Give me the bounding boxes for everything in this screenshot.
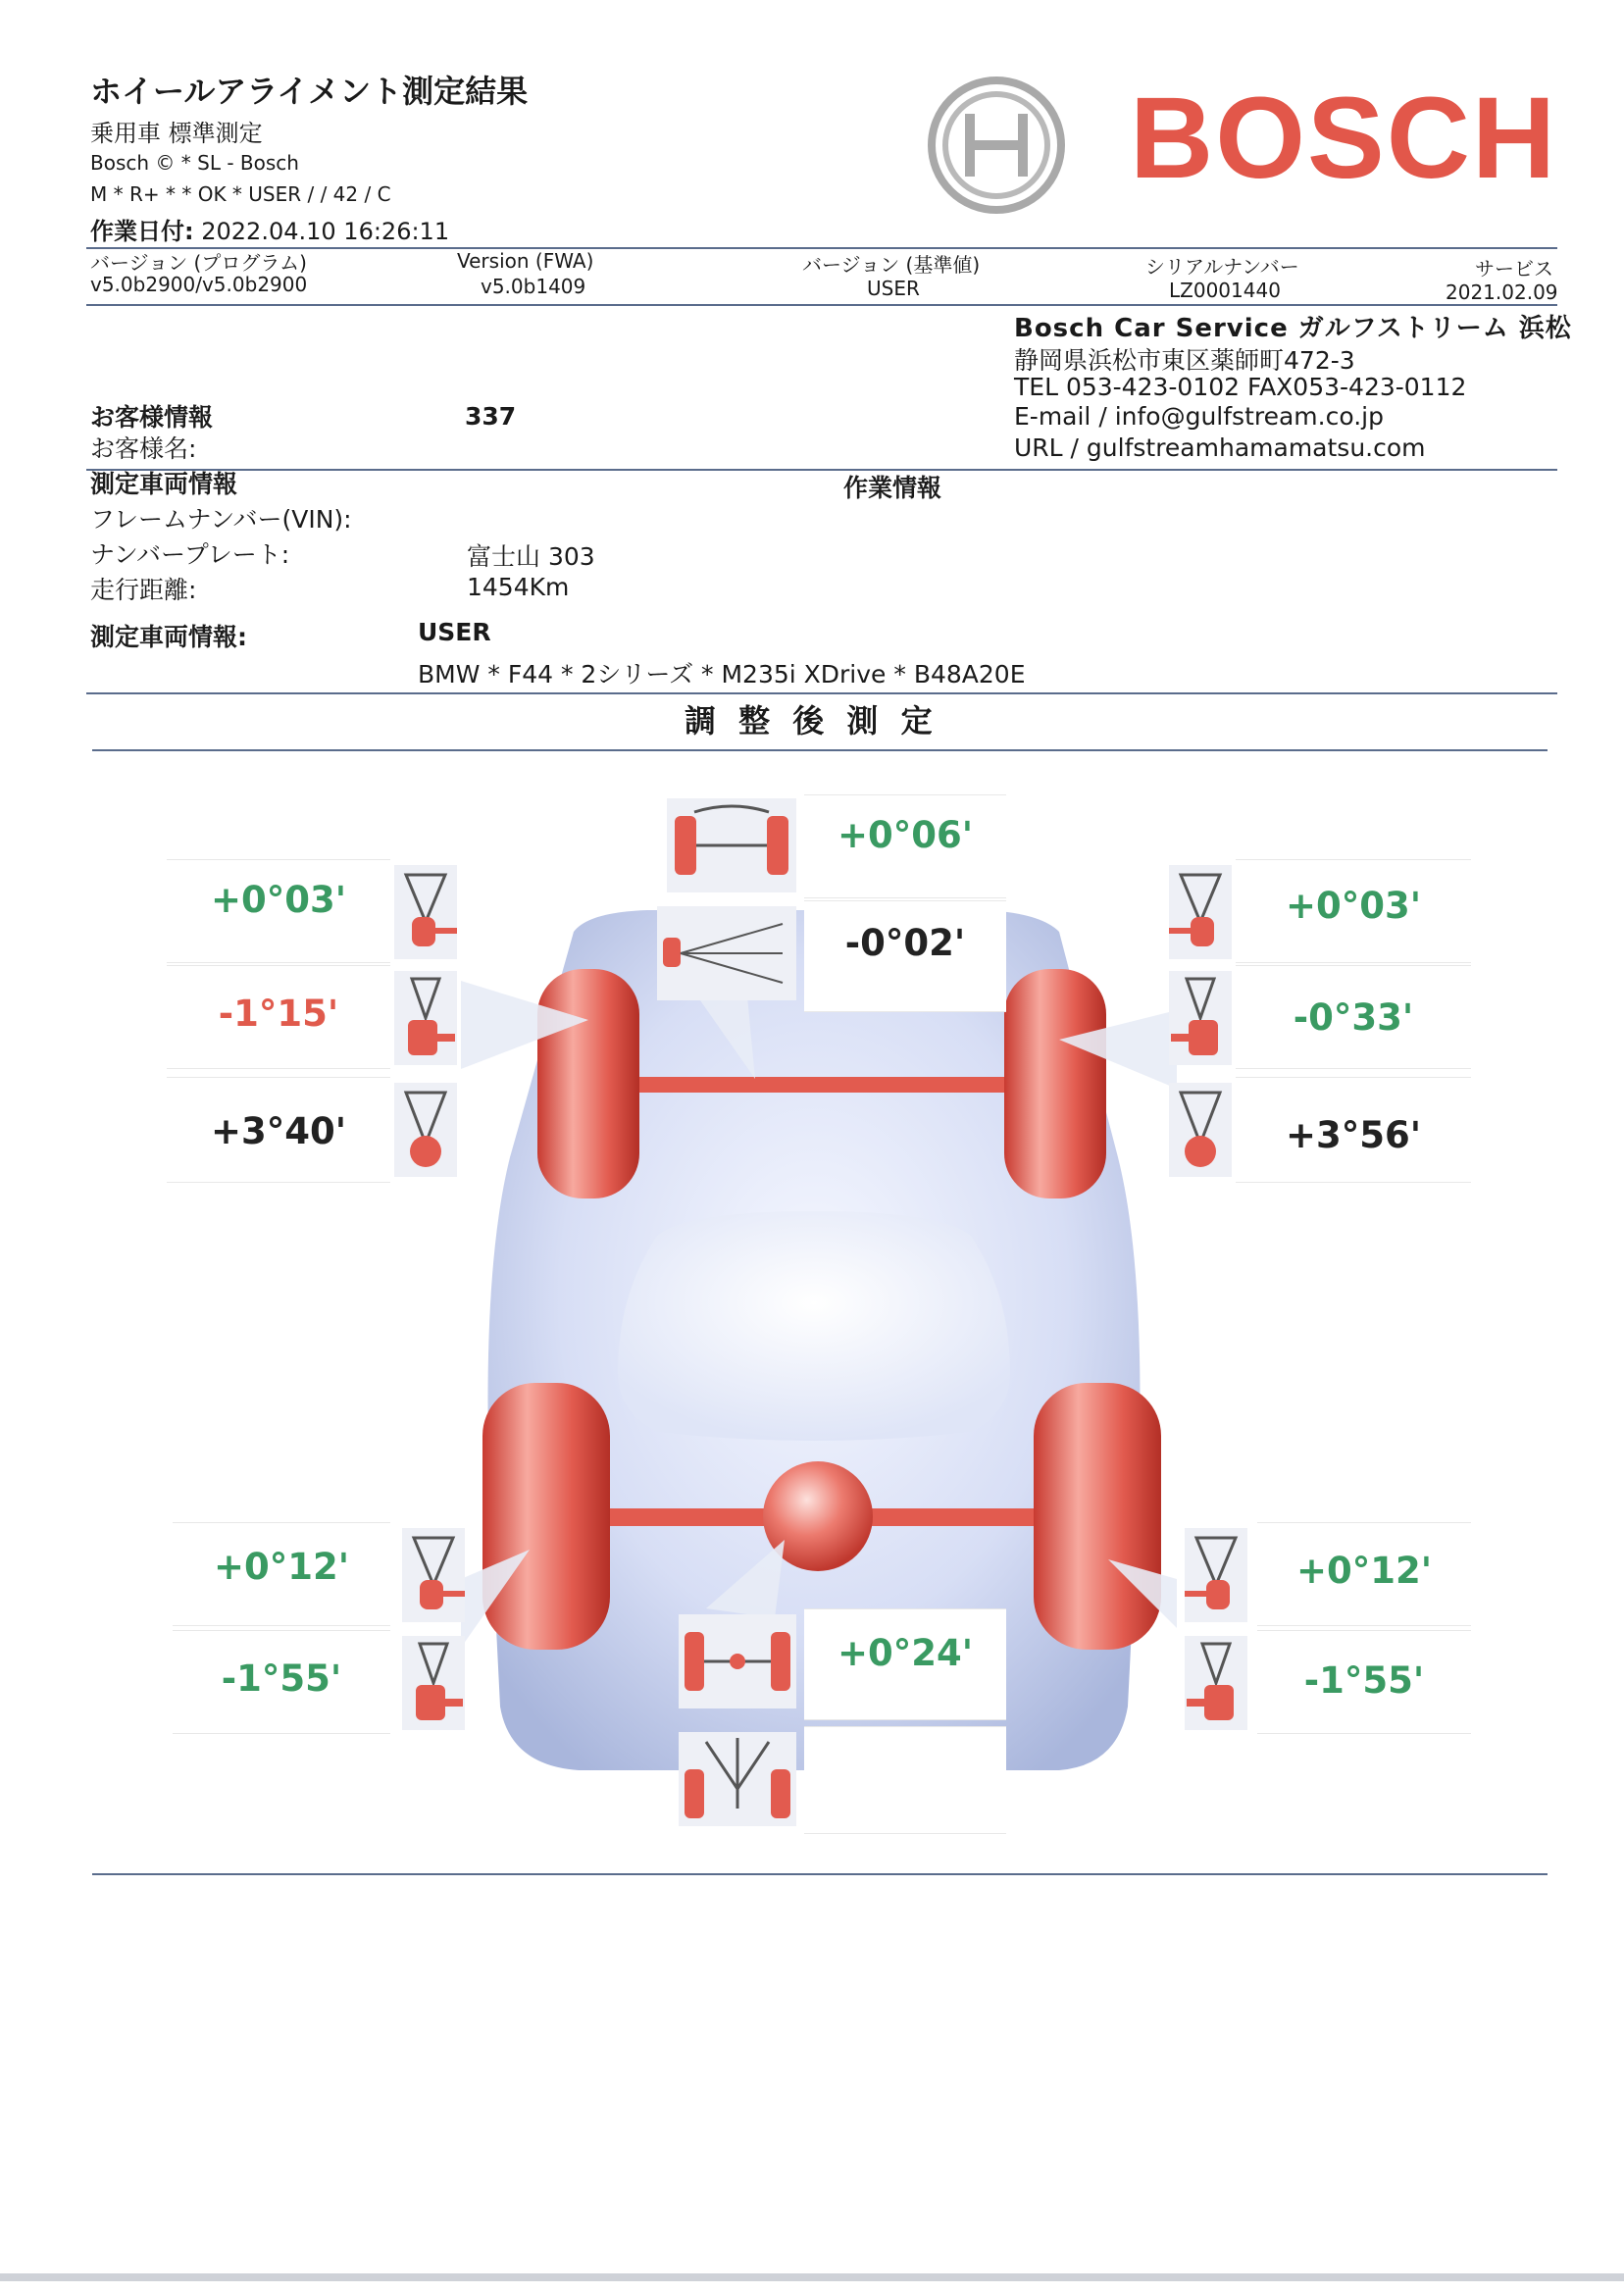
rear-thrust-icon [677, 1730, 798, 1828]
bosch-brand-text: BOSCH [1130, 74, 1558, 203]
report-title: ホイールアライメント測定結果 [90, 73, 529, 110]
rear-left-tire [482, 1383, 610, 1650]
rr-toe-value: +0°12' [1295, 1550, 1433, 1592]
shop-name: Bosch Car Service ガルフストリーム 浜松 [1014, 314, 1572, 343]
customer-info-value: 337 [465, 402, 517, 431]
version-program-value: v5.0b2900/v5.0b2900 [90, 273, 308, 296]
vehicle-info-value-1: USER [418, 618, 491, 646]
fr-caster-value: +3°56' [1285, 1114, 1422, 1156]
fl-toe-icon [392, 863, 459, 961]
fr-toe-value: +0°03' [1285, 885, 1422, 927]
customer-info-label: お客様情報 [90, 403, 214, 432]
fl-toe-value: +0°03' [210, 879, 347, 921]
fr-camber-value: -0°33' [1293, 996, 1414, 1039]
serial-number-label: シリアルナンバー [1145, 255, 1299, 279]
mileage-value: 1454Km [467, 573, 570, 601]
rear-total-toe-value: +0°24' [837, 1632, 974, 1674]
rl-camber-icon [400, 1634, 467, 1732]
front-left-tire [537, 969, 639, 1198]
service-value: 2021.02.09 [1446, 280, 1558, 304]
rr-toe-icon [1183, 1526, 1249, 1624]
vin-label: フレームナンバー(VIN): [90, 505, 352, 534]
vehicle-info-label: 測定車両情報: [90, 623, 247, 651]
fl-camber-icon [392, 969, 459, 1067]
version-standard-value: USER [867, 277, 920, 300]
front-setback-icon [655, 904, 798, 1002]
rear-total-toe-icon [677, 1612, 798, 1710]
mileage-label: 走行距離: [90, 576, 197, 604]
version-fwa-value: v5.0b1409 [481, 275, 586, 298]
front-total-toe-icon [665, 796, 798, 894]
work-info-label: 作業情報 [843, 474, 942, 502]
front-total-toe-value: +0°06' [837, 814, 974, 856]
rl-toe-icon [400, 1526, 467, 1624]
header-line-3: Bosch © * SL - Bosch [90, 151, 299, 175]
fr-toe-icon [1167, 863, 1234, 961]
shop-tel: TEL 053-423-0102 FAX053-423-0112 [1014, 373, 1467, 401]
shop-address: 静岡県浜松市東区薬師町472-3 [1014, 346, 1355, 375]
serial-number-value: LZ0001440 [1169, 279, 1281, 302]
fr-camber-icon [1167, 969, 1234, 1067]
report-subtitle: 乗用車 標準測定 [90, 120, 263, 147]
header-line-4: M * R+ * * OK * USER / / 42 / C [90, 182, 391, 206]
section-title: 調 整 後 測 定 [685, 702, 939, 739]
customer-name-label: お客様名: [90, 434, 197, 463]
rl-toe-value: +0°12' [213, 1546, 350, 1588]
front-right-tire [1004, 969, 1106, 1198]
rr-camber-icon [1183, 1634, 1249, 1732]
fl-caster-icon [392, 1081, 459, 1179]
fr-caster-icon [1167, 1081, 1234, 1179]
rear-right-tire [1034, 1383, 1161, 1650]
work-date-value: 2022.04.10 16:26:11 [201, 218, 450, 245]
vehicle-info-value-2: BMW * F44 * 2シリーズ * M235i XDrive * B48A20E [418, 660, 1026, 688]
work-date-label: 作業日付: [90, 218, 194, 245]
plate-label: ナンバープレート: [90, 540, 290, 569]
rr-camber-value: -1°55' [1303, 1659, 1425, 1702]
version-program-label: バージョン (プログラム) [90, 251, 307, 275]
fl-camber-value: -1°15' [218, 993, 339, 1035]
service-label: サービス [1475, 257, 1553, 280]
fl-caster-value: +3°40' [210, 1110, 347, 1152]
bottom-border [0, 2273, 1624, 2281]
shop-url: URL / gulfstreamhamamatsu.com [1014, 433, 1426, 462]
vehicle-section-label: 測定車両情報 [90, 470, 238, 498]
shop-email: E-mail / info@gulfstream.co.jp [1014, 402, 1384, 431]
car-cabin [618, 1211, 1010, 1441]
version-standard-label: バージョン (基準値) [802, 253, 981, 277]
front-setback-value: -0°02' [844, 922, 966, 964]
rl-camber-value: -1°55' [221, 1657, 342, 1700]
version-fwa-label: Version (FWA) [457, 249, 594, 273]
plate-value: 富士山 303 [467, 542, 595, 571]
